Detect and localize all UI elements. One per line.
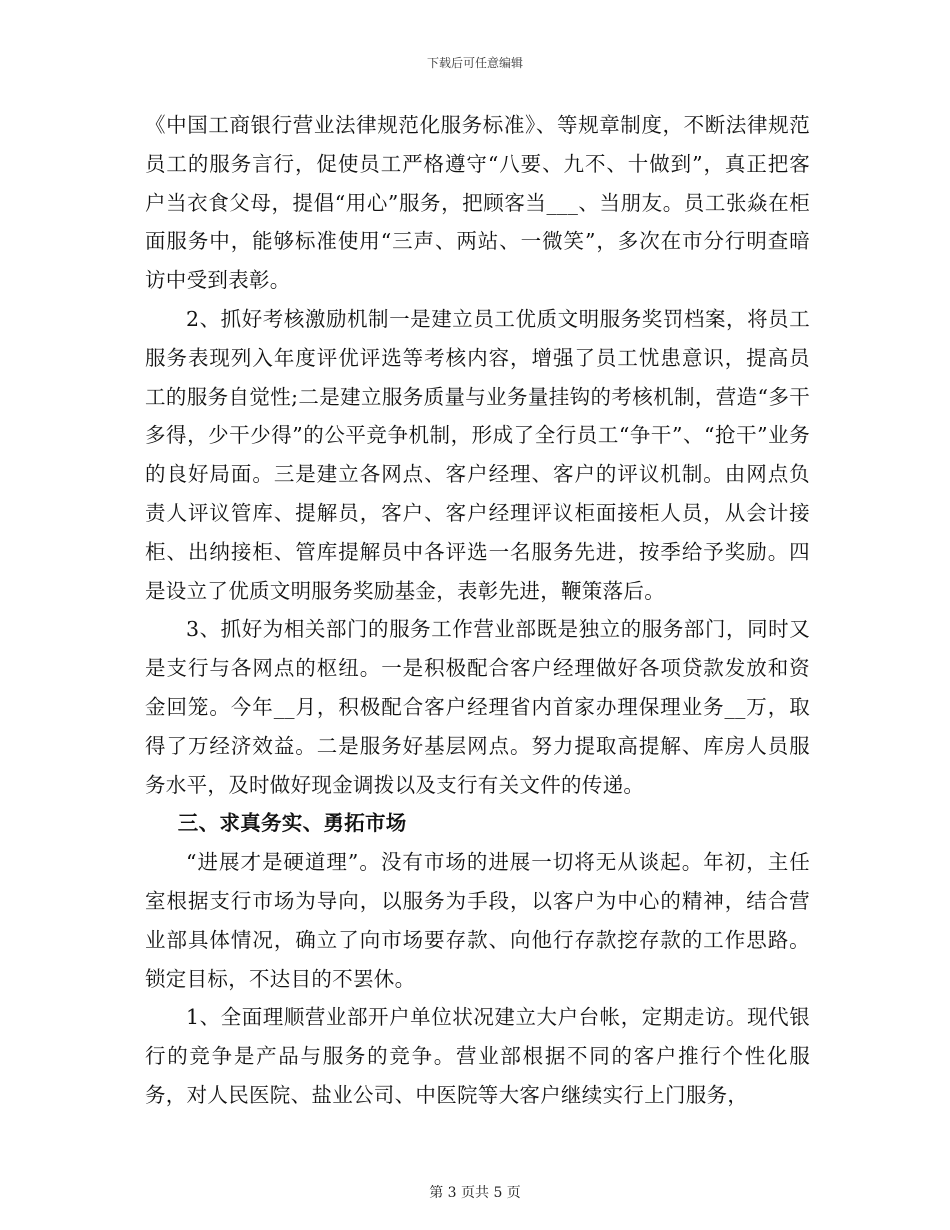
page-header: 下载后可任意编辑 <box>426 56 523 70</box>
section-heading: 三、求真务实、勇拓市场 <box>177 811 407 836</box>
paragraph-3: 3、抓好为相关部门的服务工作营业部既是独立的服务部门，同时又是支行与各网点的枢纽。一是积极配合客户经理做好各项贷款发放和资金回笼。今年__月，积极配合客户经理省内首家办理保理业务__万，取得了万经济效益。二是服务好基层网点。努力提取高提解、库房人员服务水平，及时做好现金调拨以及支行有关文件的传递。 <box>145 617 810 797</box>
document-body <box>145 106 810 1115</box>
paragraph-2: 2、抓好考核激励机制一是建立员工优质文明服务奖罚档案，将员工服务表现列入年度评优评选等考核内容，增强了员工忧患意识，提高员工的服务自觉性;二是建立服务质量与业务量挂钩的考核机制，营造“多干多得，少干少得”的公平竞争机制，形成了全行员工“争干”、“抢干”业务的良好局面。三是建立各网点、客户经理、客户的评议机制。由网点负责人评议管库、提解员，客户、客户经理评议柜面接柜人员，从会计接柜、出纳接柜、管库提解员中各评选一名服务先进，按季给予奖励。四是设立了优质文明服务奖励基金，表彰先进，鞭策落后。 <box>145 306 810 603</box>
paragraph-1: 《中国工商银行营业法律规范化服务标准》、等规章制度，不断法律规范员工的服务言行，促使员工严格遵守“八要、九不、十做到”，真正把客户当衣食父母，提倡“用心”服务，把顾客当___、当朋友。员工张焱在柜面服务中，能够标准使用“三声、两站、一微笑”，多次在市分行明查暗访中受到表彰。 <box>145 113 810 293</box>
paragraph-5: 1、全面理顺营业部开户单位状况建立大户台帐，定期走访。现代银行的竞争是产品与服务的竞争。营业部根据不同的客户推行个性化服务，对人民医院、盐业公司、中医院等大客户继续实行上门服务， <box>145 1005 810 1107</box>
page-footer: 第 3 页共 5 页 <box>429 1185 521 1201</box>
paragraph-4: “进展才是硬道理”。没有市场的进展一切将无从谈起。年初，主任室根据支行市场为导向，以服务为手段，以客户为中心的精神，结合营业部具体情况，确立了向市场要存款、向他行存款挖存款的工作思路。锁定目标，不达目的不罢休。 <box>145 850 810 991</box>
